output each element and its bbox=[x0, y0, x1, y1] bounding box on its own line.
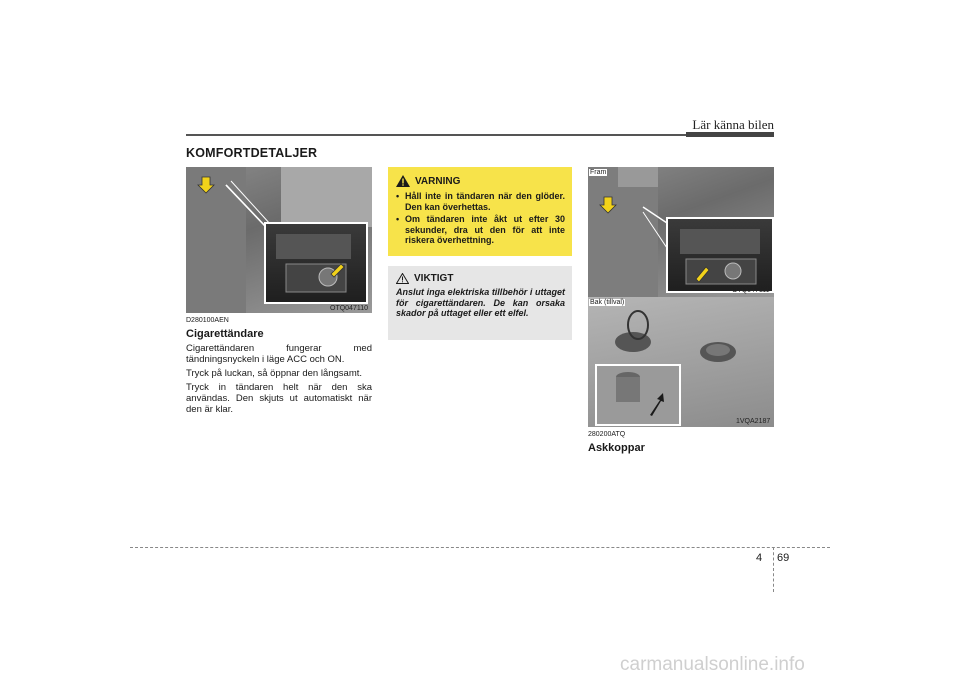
warning-item: • Om tändaren inte åkt ut efter 30 sekunder, dra ut den för att inte riskera överhettning. bbox=[394, 214, 565, 246]
section-title-ashtrays: Askkoppar bbox=[588, 442, 645, 454]
ashtray-front-inset bbox=[666, 217, 774, 293]
section-code: 280200ATQ bbox=[588, 431, 626, 438]
ashtray-rear-photo bbox=[588, 297, 774, 427]
rear-label: Bak (tillval) bbox=[590, 299, 625, 306]
section-code: D280100AEN bbox=[186, 317, 229, 324]
section-heading: KOMFORTDETALJER bbox=[186, 146, 318, 160]
footer-rule bbox=[130, 547, 830, 548]
notice-title: VIKTIGT bbox=[414, 273, 454, 284]
warning-item: • Håll inte in tändaren när den glöder. Den kan överhettas. bbox=[394, 191, 565, 212]
chapter-title: Lär känna bilen bbox=[692, 117, 774, 132]
page-number: 69 bbox=[777, 552, 790, 564]
ashtray-front-photo bbox=[588, 167, 774, 297]
warning-box bbox=[388, 167, 572, 256]
cigarette-lighter-photo bbox=[186, 167, 372, 313]
image-code: OTQ047111 bbox=[732, 287, 770, 294]
image-code: OTQ047110 bbox=[330, 305, 369, 312]
warning-list bbox=[394, 191, 565, 246]
watermark: carmanualsonline.info bbox=[620, 654, 805, 675]
lighter-closeup-inset bbox=[264, 222, 368, 304]
paragraph: Tryck på luckan, så öppnar den långsamt. bbox=[186, 368, 363, 379]
notice-box bbox=[388, 266, 572, 340]
lighter-text bbox=[186, 343, 372, 415]
paragraph: Tryck in tändaren helt när den ska användas. Den skjuts ut automatiskt när den är klar. bbox=[186, 382, 372, 415]
lighter-closeup bbox=[266, 224, 366, 302]
caution-triangle-icon bbox=[396, 273, 409, 284]
ashtray-front-closeup bbox=[668, 219, 772, 291]
warning-triangle-icon bbox=[396, 175, 410, 187]
rear-cupholder-illustration bbox=[588, 297, 774, 427]
section-title-lighter: Cigarettändare bbox=[186, 328, 264, 340]
warning-title: VARNING bbox=[415, 175, 461, 187]
image-code: 1VQA2187 bbox=[736, 418, 771, 425]
front-label: Fram bbox=[590, 169, 607, 176]
paragraph: Cigarettändaren fungerar med tändningsnyckeln i läge ACC och ON. bbox=[186, 343, 372, 365]
page-chapter: 4 bbox=[756, 552, 763, 564]
notice-text: Anslut inga elektriska tillbehör i uttaget för cigarettändaren. De kan orsaka skador på uttaget eller ett elfel. bbox=[396, 287, 565, 318]
header-rule-accent bbox=[686, 132, 774, 137]
page-divider bbox=[773, 547, 774, 592]
